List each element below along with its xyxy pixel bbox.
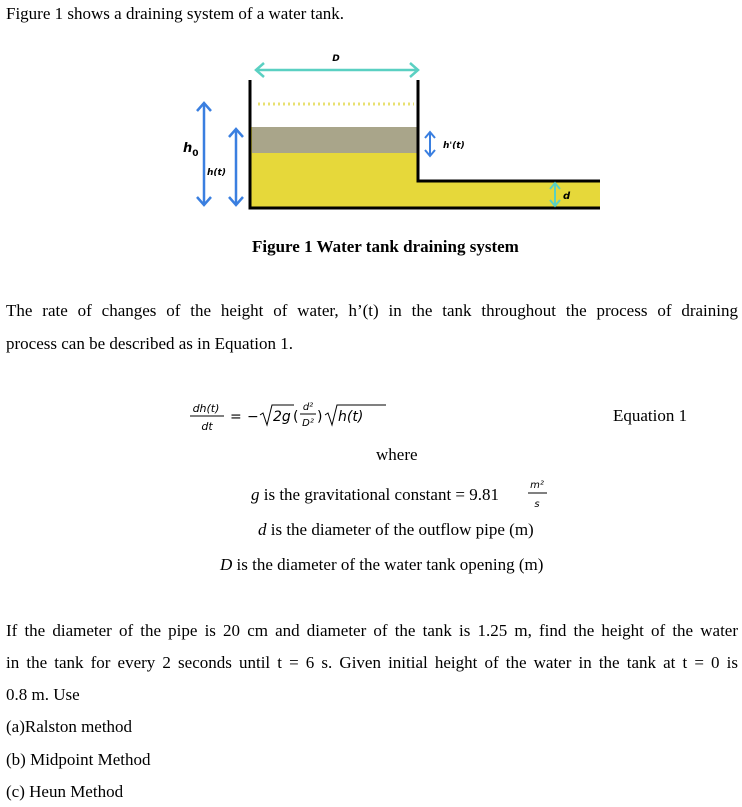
figure-caption: Figure 1 Water tank draining system — [252, 237, 519, 256]
eq-frac-num: d² — [302, 402, 314, 413]
question-item-b: (b) Midpoint Method — [6, 750, 151, 769]
eq-lhs-den: dt — [201, 420, 213, 433]
question-item-c: (c) Heun Method — [6, 782, 124, 801]
question-line-3: 0.8 m. Use — [6, 685, 80, 704]
label-h0 — [183, 141, 199, 159]
label-hprime: h'(t) — [443, 141, 465, 151]
where-d-text: is the diameter of the outflow pipe (m) — [266, 520, 534, 539]
where-g-symbol: g — [251, 485, 260, 504]
eq-equals: = — [230, 409, 242, 425]
label-h0-sub: 0 — [192, 149, 199, 159]
g-unit-fraction — [525, 476, 555, 512]
h0-arrow — [197, 103, 211, 205]
paragraph-line-1: The rate of changes of the height of water, h’(t) in the tank throughout the process of draining — [6, 301, 738, 320]
eq-paren-open: ( — [293, 409, 299, 425]
eq-sign: − — [247, 409, 259, 425]
intro-text: Figure 1 shows a draining system of a water tank. — [6, 4, 345, 23]
diameter-D-arrow — [256, 63, 418, 77]
question-line-2: in the tank for every 2 seconds until t = 6 s. Given initial height of the water in the tank at t = 0 is — [6, 653, 738, 672]
paragraph-line-2: process can be described as in Equation 1. — [6, 334, 294, 353]
label-h0-main: h — [183, 141, 193, 156]
eq-paren-close: ) — [317, 409, 323, 425]
eq-frac-den: D² — [302, 418, 314, 429]
label-d: d — [563, 191, 571, 202]
tank-outline-right — [418, 80, 600, 181]
where-d-line — [258, 520, 534, 540]
where-g-text: is the gravitational constant = 9.81 — [259, 485, 500, 504]
eq-sqrt-2g: 2g — [273, 409, 291, 425]
label-ht: h(t) — [207, 168, 226, 178]
ht-arrow — [229, 129, 243, 205]
equation-label: Equation 1 — [613, 406, 688, 425]
eq-sqrt-h: h(t) — [338, 409, 364, 425]
g-unit-num: m² — [530, 480, 544, 491]
where-D-line — [220, 555, 543, 575]
where-d-symbol: d — [258, 520, 267, 539]
question-item-a: (a)Ralston method — [6, 717, 133, 736]
where-D-text: is the diameter of the water tank opening (m) — [232, 555, 544, 574]
where-title: where — [376, 445, 418, 464]
hprime-arrow — [425, 132, 435, 156]
label-D: D — [332, 54, 340, 64]
where-g-line — [251, 485, 499, 505]
where-D-symbol: D — [220, 555, 233, 574]
g-unit-den: s — [534, 499, 540, 510]
equation — [180, 393, 410, 439]
water-surface — [252, 127, 418, 153]
question-line-1: If the diameter of the pipe is 20 cm and diameter of the tank is 1.25 m, find the height of the water — [6, 621, 738, 640]
tank-diagram — [0, 0, 742, 240]
eq-lhs-num: dh(t) — [192, 402, 220, 415]
